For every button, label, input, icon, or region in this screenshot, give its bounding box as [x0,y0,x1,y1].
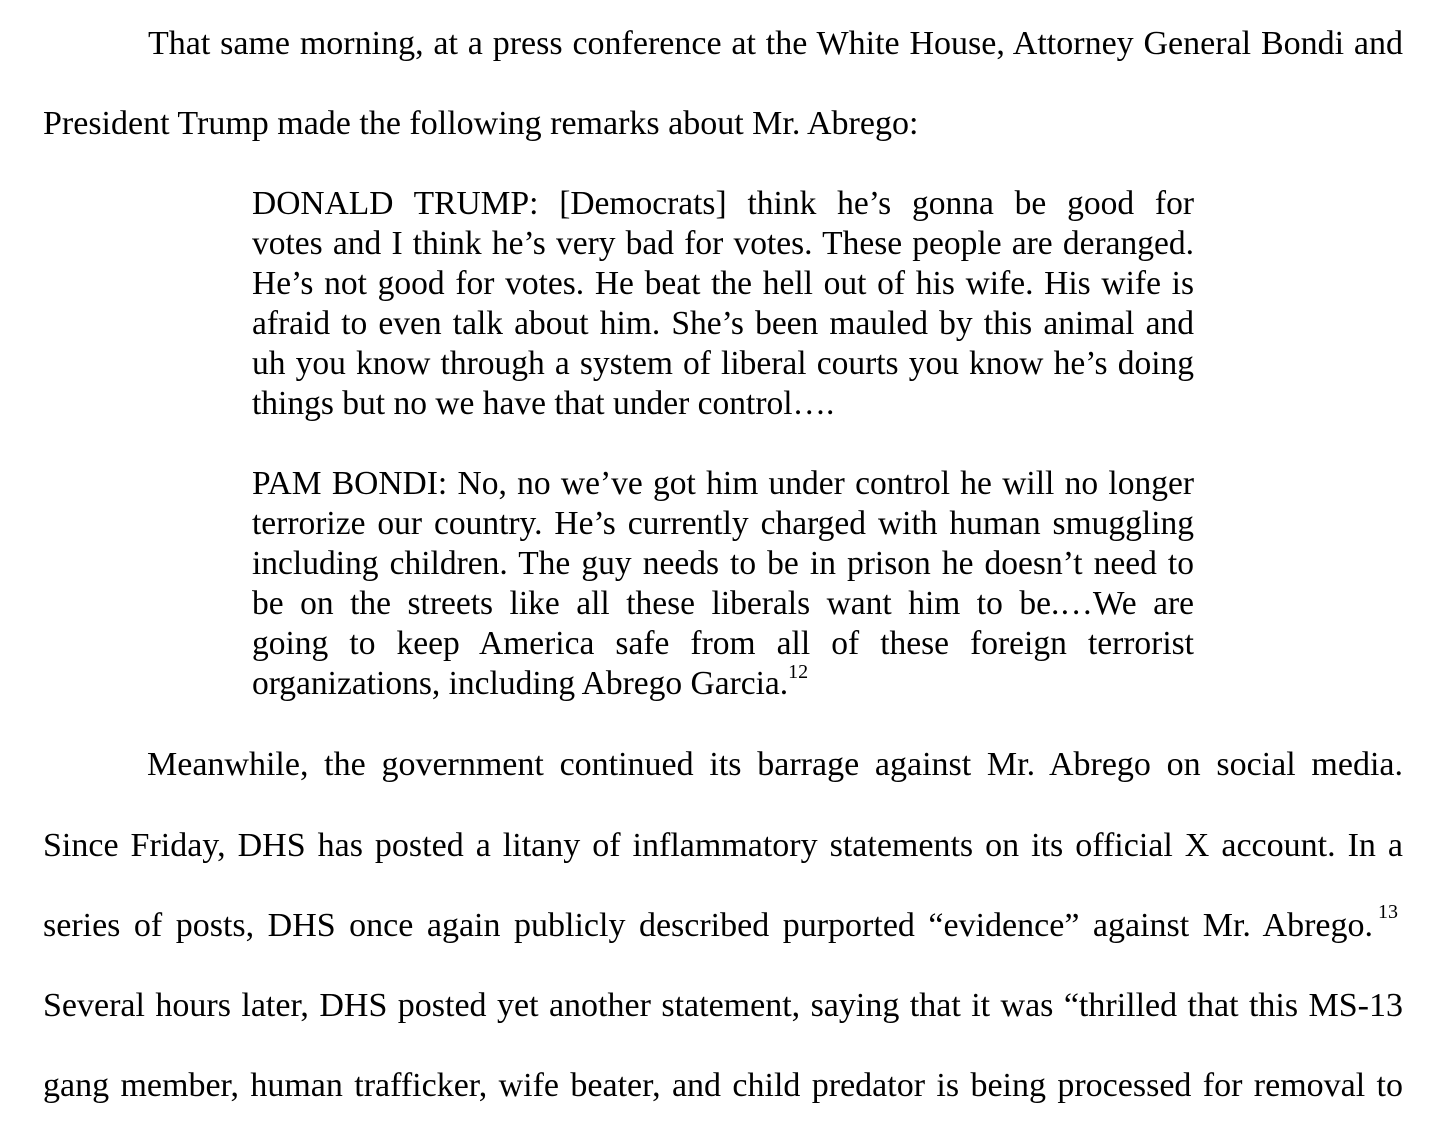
paragraph-2-line-4: Several hours later, DHS posted yet another statement, saying that it was “thrilled that this MS-13 [43,987,1403,1024]
quote-1-line-5: uh you know through a system of liberal courts you know he’s doing [252,345,1194,382]
paragraph-1-line-2: President Trump made the following remarks about Mr. Abrego: [43,105,919,142]
paragraph-1-line-1: That same morning, at a press conference at the White House, Attorney General Bondi and [148,25,1403,62]
paragraph-2-line-3-text: series of posts, DHS once again publicly described purported “evidence” against Mr. Abrego. [43,907,1373,944]
quote-2-line-3: including children. The guy needs to be in prison he doesn’t need to [252,545,1194,582]
paragraph-2-line-1: Meanwhile, the government continued its barrage against Mr. Abrego on social media. [147,746,1403,783]
paragraph-2-line-3 [43,906,1373,946]
quote-2-line-5: going to keep America safe from all of these foreign terrorist [252,625,1194,662]
quote-2-line-6 [252,660,1194,704]
quote-1-line-2: votes and I think he’s very bad for votes. These people are deranged. [252,225,1194,262]
quote-1-line-4: afraid to even talk about him. She’s been mauled by this animal and [252,305,1194,342]
footnote-ref-12: 12 [788,660,809,683]
paragraph-2-line-2: Since Friday, DHS has posted a litany of inflammatory statements on its official X account. In a [43,827,1403,864]
footnote-ref-13: 13 [1378,901,1398,923]
quote-2-line-6-text: organizations, including Abrego Garcia. [252,665,789,702]
quote-2-line-1: PAM BONDI: No, no we’ve got him under control he will no longer [252,465,1194,502]
paragraph-2-line-5: gang member, human trafficker, wife beater, and child predator is being processed for removal to [43,1067,1403,1104]
quote-2-line-4: be on the streets like all these liberals want him to be.…We are [252,585,1194,622]
quote-1-line-1: DONALD TRUMP: [Democrats] think he’s gonna be good for [252,185,1194,222]
quote-1-line-6: things but no we have that under control…. [252,385,835,422]
quote-2-line-2: terrorize our country. He’s currently charged with human smuggling [252,505,1194,542]
quote-1-line-3: He’s not good for votes. He beat the hell out of his wife. His wife is [252,265,1194,302]
